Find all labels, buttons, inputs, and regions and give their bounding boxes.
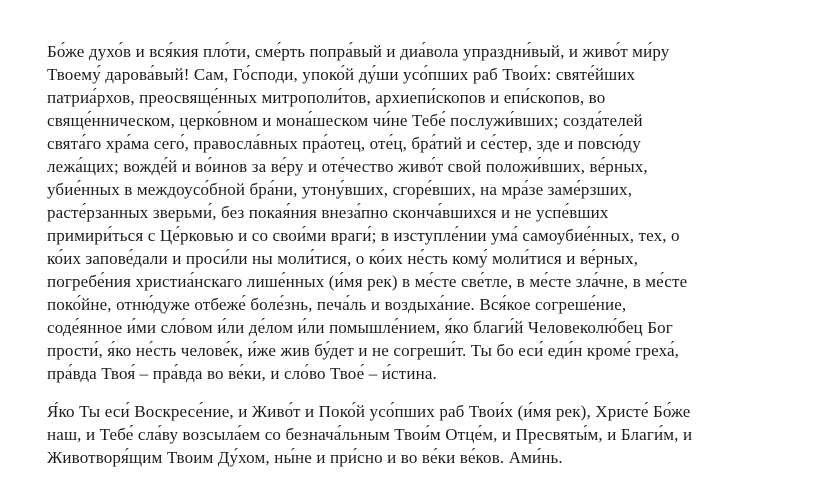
text-line: Твоему́ дарова́вый! Сам, Го́споди, упоко́й ду́ши усо́пших раб Твои́х: святе́йших xyxy=(47,65,636,84)
text-line: свята́го хра́ма сего́, правосла́вных пра́отец, оте́ц, бра́тий и се́стер, зде и повсю́ду xyxy=(47,134,641,153)
text-line: ко́их запове́дали и проси́ли ны моли́тися, о ко́их не́сть кому́ моли́тися и ве́рных, xyxy=(47,249,639,268)
prayer-paragraph xyxy=(47,40,783,385)
prayer-paragraph xyxy=(47,400,783,469)
text-line: убие́нных в междоусо́бной бра́ни, утону́вших, сгоре́вших, на мра́зе заме́рзших, xyxy=(47,180,633,199)
text-line: примири́ться с Це́рковью и со свои́ми враги́; в изступле́нии ума́ самоубие́нных, тех, о xyxy=(47,226,680,245)
text-line: пра́вда Твоя́ – пра́вда во ве́ки, и сло́во Твое́ – и́стина. xyxy=(47,364,437,383)
text-line: прости́, я́ко не́сть челове́к, и́же жив бу́дет и не согреши́т. Ты бо еси́ еди́н кроме́ греха́, xyxy=(47,341,680,360)
text-line: патриа́рхов, преосвяще́нных митрополи́тов, архиепи́скопов и епи́скопов, во xyxy=(47,88,606,107)
text-line: наш, и Тебе́ сла́ву возсыла́ем со безнача́льным Твои́м Отце́м, и Пресвяты́м, и Благи́м, и xyxy=(47,425,693,444)
text-line: погребе́ния христиа́нскаго лише́нных (и́мя рек) в ме́сте све́тле, в ме́сте зла́чне, в ме́сте xyxy=(47,272,688,291)
text-line: поко́йне, отню́дуже отбеже́ боле́знь, печа́ль и воздыха́ние. Вся́кое согреше́ние, xyxy=(47,295,627,314)
text-line: соде́янное и́ми сло́вом и́ли де́лом и́ли помышле́нием, я́ко благи́й Человеколю́бец Бог xyxy=(47,318,673,337)
text-line: Бо́же духо́в и вся́кия пло́ти, сме́рть попра́вый и диа́вола упраздни́вый, и живо́т ми́ру xyxy=(47,42,670,61)
text-line: Я́ко Ты еси́ Воскресе́ние, и Живо́т и Поко́й усо́пших раб Твои́х (и́мя рек), Христе́ Бо́же xyxy=(47,402,691,421)
prayer-text xyxy=(47,40,783,469)
text-line: лежа́щих; вожде́й и во́инов за ве́ру и оте́чество живо́т свой положи́вших, ве́рных, xyxy=(47,157,648,176)
text-line: расте́рзанных зверьми́, без покая́ния внеза́пно сконча́вшихся и не успе́вших xyxy=(47,203,609,222)
text-line: свяще́нническом, церко́вном и мона́шеском чи́не Тебе́ послужи́вших; созда́телей xyxy=(47,111,643,130)
text-line: Животворя́щим Твоим Ду́хом, ны́не и при́сно и во ве́ки ве́ков. Ами́нь. xyxy=(47,448,563,467)
